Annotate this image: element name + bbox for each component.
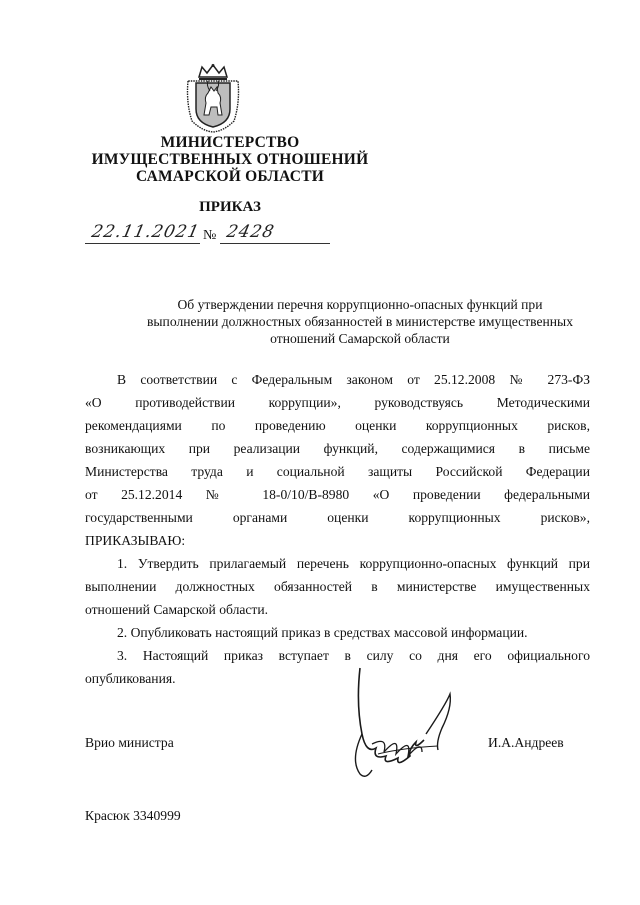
body-text-line: государственными органами оценки коррупционных рисков», xyxy=(85,510,590,525)
body-text-line: отношений Самарской области. xyxy=(85,602,269,617)
ministry-name-line3: САМАРСКОЙ ОБЛАСТИ xyxy=(135,168,324,185)
body-text-line: «О противодействии коррупции», руководствуясь Методическими xyxy=(85,395,590,410)
body-text-line: опубликования. xyxy=(85,671,176,686)
body-text-line: 1. Утвердить прилагаемый перечень коррупционно-опасных функций при xyxy=(117,556,590,571)
handwritten-signature-icon xyxy=(342,664,457,782)
order-title: ПРИКАЗ xyxy=(199,199,261,215)
body-text-line: выполнении должностных обязанностей в министерстве имущественных xyxy=(85,579,590,594)
number-sign: № xyxy=(203,228,217,243)
body-text-line: ПРИКАЗЫВАЮ: xyxy=(85,533,186,548)
number-underline xyxy=(220,243,330,244)
body-text-line: В соответствии с Федеральным законом от 25.12.2008 № 273-ФЗ xyxy=(117,372,590,387)
body-text-line: Министерства труда и социальной защиты Российской Федерации xyxy=(85,464,590,479)
body-text-line: от 25.12.2014 № 18-0/10/В-8980 «О проведении федеральными xyxy=(85,487,590,502)
order-number: 2428 xyxy=(224,222,277,242)
body-text-line: рекомендациями по проведению оценки коррупционных рисков, xyxy=(85,418,590,433)
body-text-line: 2. Опубликовать настоящий приказ в средствах массовой информации. xyxy=(117,625,528,640)
signatory-position: Врио министра xyxy=(85,735,174,750)
subject-line: выполнении должностных обязанностей в министерстве имущественных xyxy=(147,314,573,329)
subject-line: Об утверждении перечня коррупционно-опасных функций при xyxy=(177,297,543,312)
samara-coat-of-arms-icon xyxy=(184,63,242,133)
body-text-line: возникающих при реализации функций, содержащимися в письме xyxy=(85,441,590,456)
signatory-name: И.А.Андреев xyxy=(488,735,564,750)
subject-line: отношений Самарской области xyxy=(270,331,450,346)
executor-contact: Красюк 3340999 xyxy=(85,808,181,823)
body-text-line: 3. Настоящий приказ вступает в силу со дня его официального xyxy=(117,648,590,663)
ministry-name-line2: ИМУЩЕСТВЕННЫХ ОТНОШЕНИЙ xyxy=(91,151,369,168)
ministry-name-line1: МИНИСТЕРСТВО xyxy=(160,134,300,151)
order-date: 22.11.2021 xyxy=(89,222,202,242)
date-underline xyxy=(85,243,200,244)
